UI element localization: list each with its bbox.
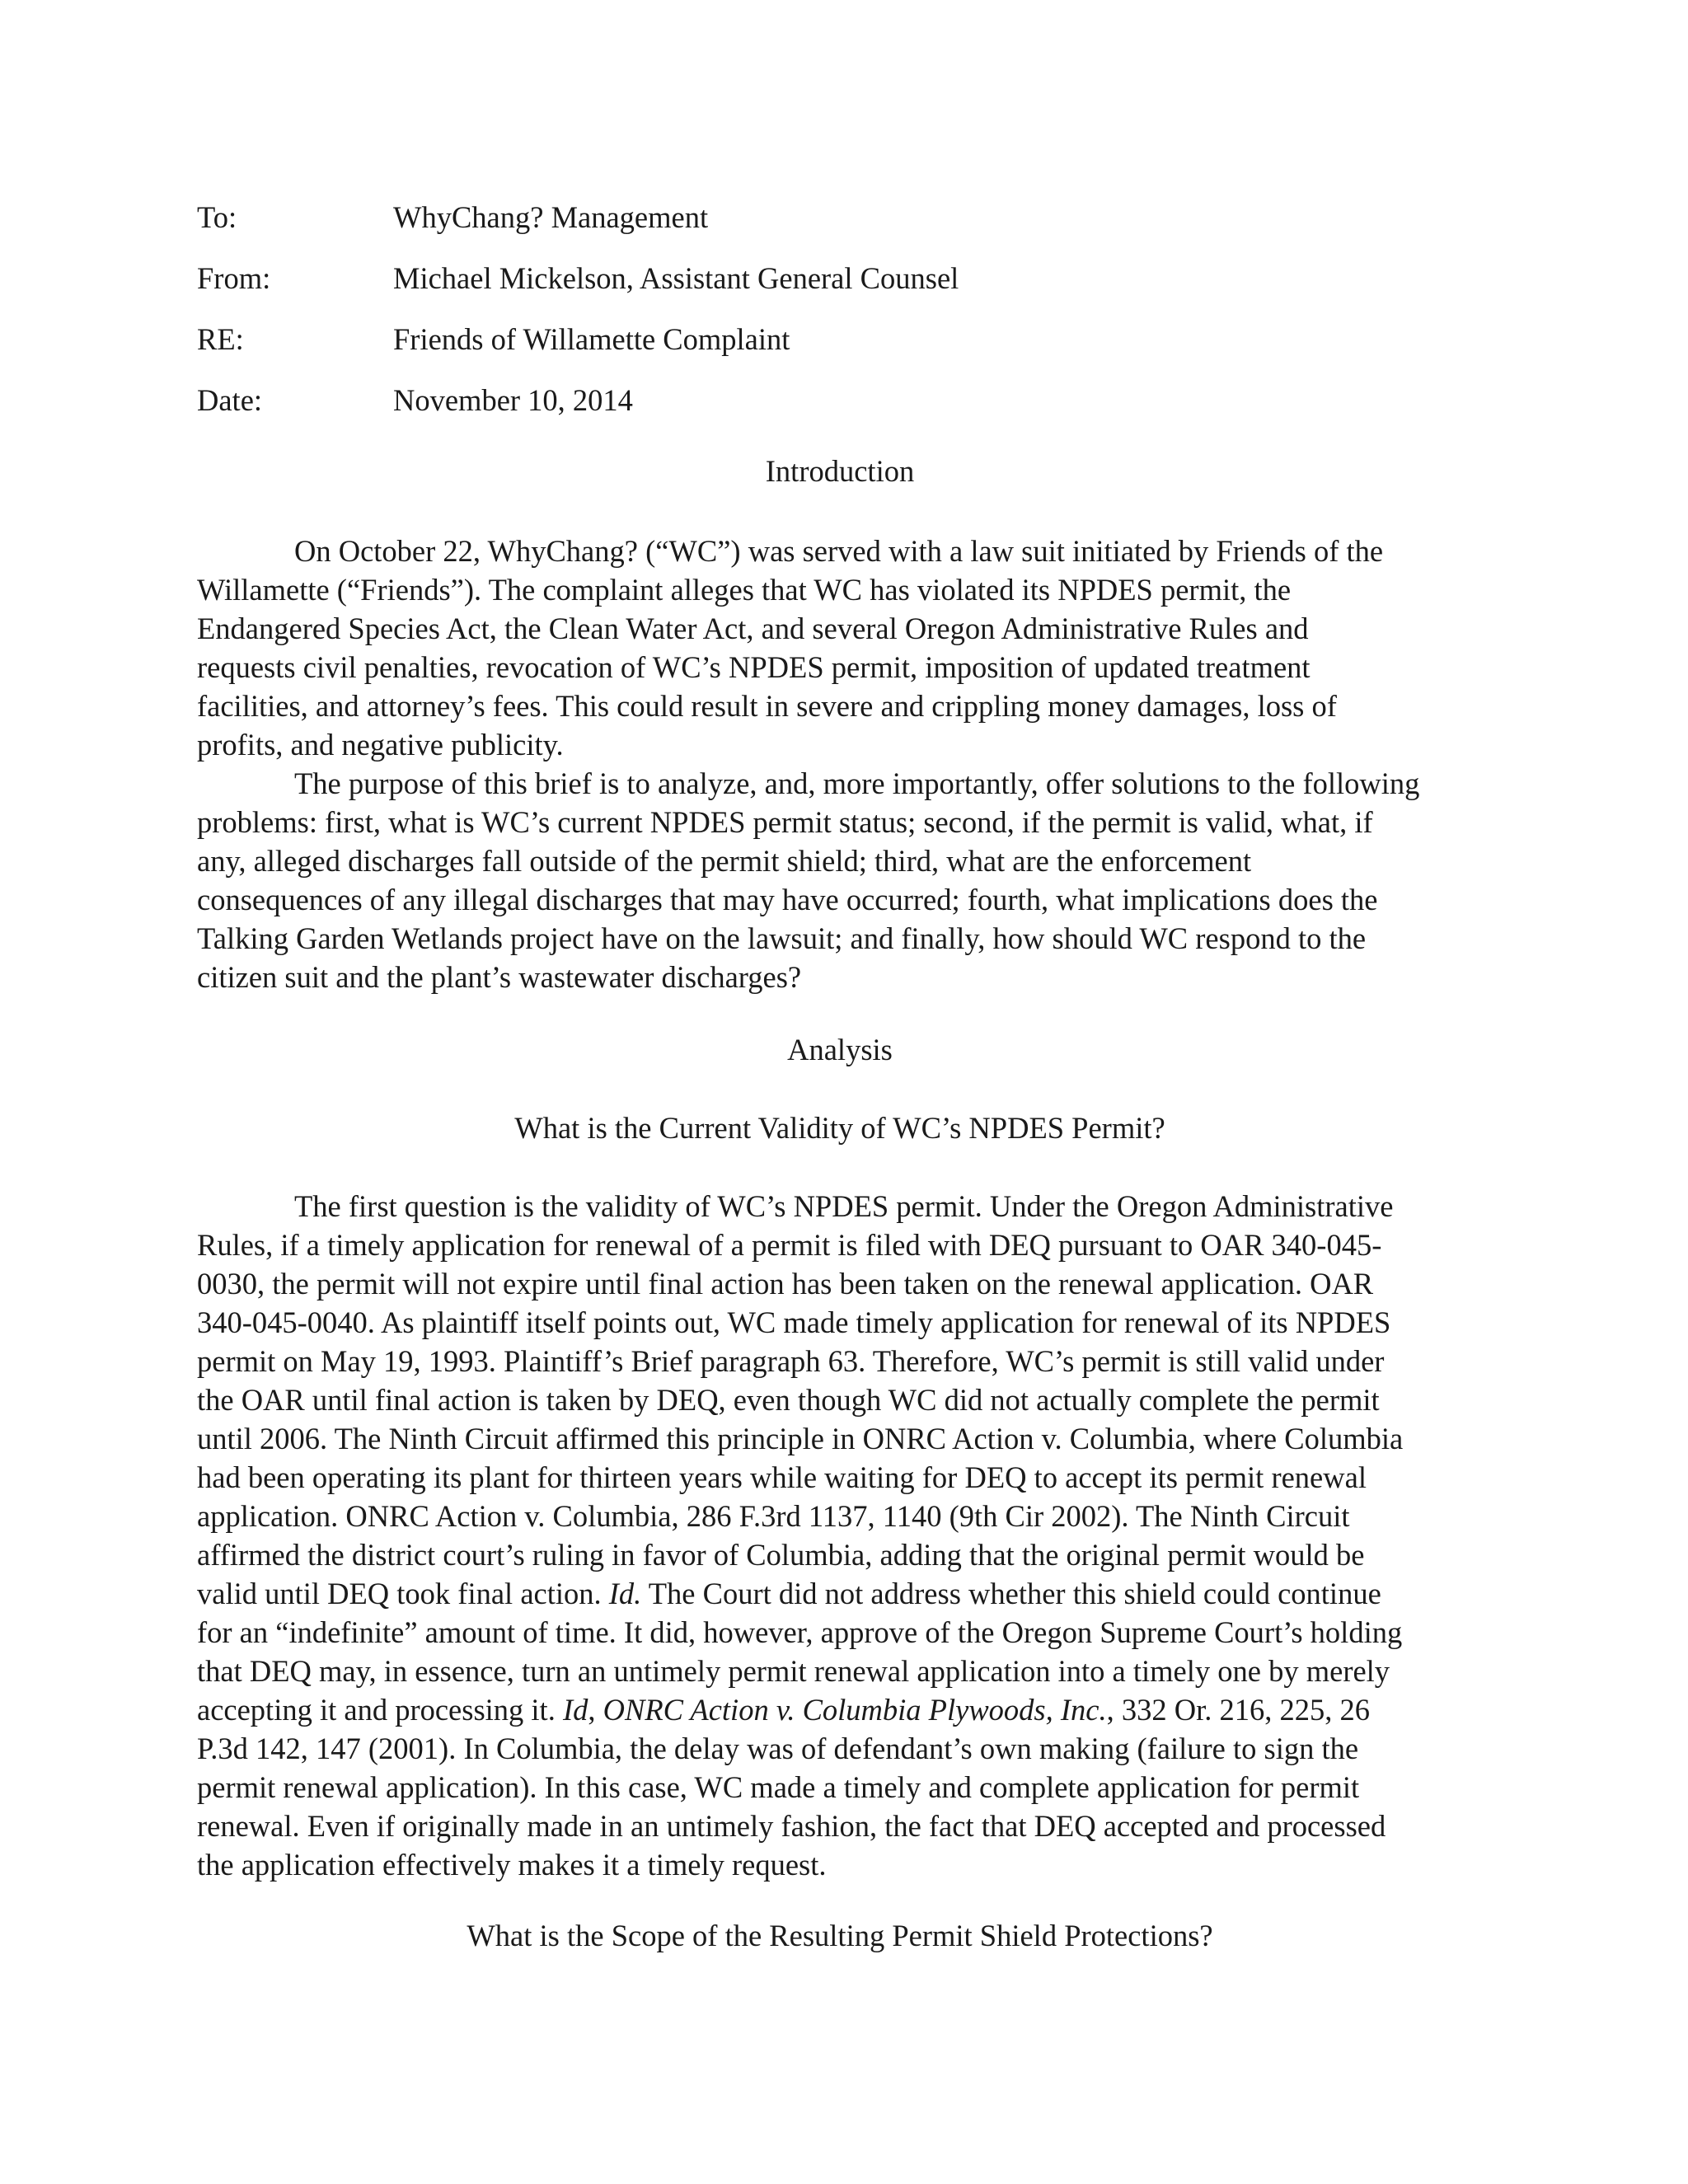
paragraph-line: Endangered Species Act, the Clean Water Act, and several Oregon Administrative Rules and: [197, 612, 1309, 645]
paragraph-line: [197, 1690, 1503, 1729]
paragraph-line: The purpose of this brief is to analyze, and, more importantly, offer solutions to the following: [294, 766, 1420, 800]
memo-from-row: [197, 259, 959, 320]
paragraph-line: Willamette (“Friends”). The complaint alleges that WC has violated its NPDES permit, the: [197, 573, 1292, 607]
paragraph-line: citizen suit and the plant’s wastewater discharges?: [197, 960, 802, 994]
text-run: accepting it and processing it.: [197, 1693, 563, 1727]
paragraph-line: the application effectively makes it a timely request.: [197, 1848, 827, 1882]
validity-paragraph: [197, 1187, 1503, 1884]
paragraph-line: problems: first, what is WC’s current NPDES permit status; second, if the permit is valid, what, if: [197, 805, 1373, 839]
text-run: valid until DEQ took final action.: [197, 1577, 609, 1610]
paragraph-line: any, alleged discharges fall outside of the permit shield; third, what are the enforcement: [197, 844, 1252, 878]
text-run: The Court did not address whether this shield could continue: [641, 1577, 1381, 1610]
paragraph-line: Talking Garden Wetlands project have on the lawsuit; and finally, how should WC respond to the: [197, 921, 1367, 955]
paragraph-line: the OAR until final action is taken by DEQ, even though WC did not actually complete the permit: [197, 1383, 1380, 1417]
memo-date-label: Date:: [197, 383, 263, 417]
paragraph-line: application. ONRC Action v. Columbia, 286 F.3rd 1137, 1140 (9th Cir 2002). The Ninth Circuit: [197, 1499, 1350, 1533]
paragraph-line: profits, and negative publicity.: [197, 728, 564, 762]
memo-re-value: Friends of Willamette Complaint: [393, 322, 790, 356]
intro-paragraph-2: [197, 764, 1503, 996]
paragraph-line: On October 22, WhyChang? (“WC”) was served with a law suit initiated by Friends of the: [294, 534, 1384, 568]
paragraph-line: renewal. Even if originally made in an untimely fashion, the fact that DEQ accepted and processed: [197, 1809, 1386, 1843]
citation-id: Id: [562, 1693, 588, 1727]
citation-id: Id.: [608, 1577, 642, 1610]
paragraph-line: for an “indefinite” amount of time. It did, however, approve of the Oregon Supreme Court’s holding: [197, 1615, 1403, 1649]
paragraph-line: permit on May 19, 1993. Plaintiff’s Brief paragraph 63. Therefore, WC’s permit is still valid under: [197, 1344, 1385, 1378]
paragraph-line: 0030, the permit will not expire until final action has been taken on the renewal application. OAR: [197, 1267, 1374, 1301]
heading-permit-validity: What is the Current Validity of WC’s NPDES Permit?: [514, 1111, 1165, 1145]
heading-analysis: Analysis: [787, 1033, 893, 1066]
text-run: ,: [588, 1693, 603, 1727]
paragraph-line: The first question is the validity of WC’s NPDES permit. Under the Oregon Administrative: [294, 1189, 1394, 1223]
paragraph-line: Rules, if a timely application for renewal of a permit is filed with DEQ pursuant to OAR 340-045-: [197, 1228, 1382, 1262]
paragraph-line: permit renewal application). In this case, WC made a timely and complete application for permit: [197, 1770, 1360, 1804]
paragraph-line: that DEQ may, in essence, turn an untimely permit renewal application into a timely one by merely: [197, 1654, 1390, 1688]
paragraph-line: affirmed the district court’s ruling in favor of Columbia, adding that the original permit would be: [197, 1538, 1365, 1572]
memo-to-label: To:: [197, 200, 237, 234]
heading-introduction: Introduction: [765, 454, 915, 488]
paragraph-line: [197, 1574, 1503, 1613]
paragraph-line: until 2006. The Ninth Circuit affirmed this principle in ONRC Action v. Columbia, where Columbia: [197, 1422, 1404, 1455]
memo-header: [197, 198, 959, 442]
paragraph-line: P.3d 142, 147 (2001). In Columbia, the delay was of defendant’s own making (failure to sign the: [197, 1732, 1359, 1765]
intro-paragraph-1: [197, 532, 1503, 764]
paragraph-line: had been operating its plant for thirteen years while waiting for DEQ to accept its permit renewal: [197, 1460, 1367, 1494]
memo-date-value: November 10, 2014: [393, 383, 633, 417]
heading-permit-shield: What is the Scope of the Resulting Permit Shield Protections?: [467, 1919, 1213, 1952]
paragraph-line: requests civil penalties, revocation of WC’s NPDES permit, imposition of updated treatment: [197, 650, 1311, 684]
memo-from-label: From:: [197, 261, 271, 295]
citation-case-name: ONRC Action v. Columbia Plywoods, Inc.: [603, 1693, 1107, 1727]
paragraph-line: consequences of any illegal discharges that may have occurred; fourth, what implications does the: [197, 883, 1378, 916]
paragraph-line: facilities, and attorney’s fees. This could result in severe and crippling money damages, loss of: [197, 689, 1337, 723]
text-run: , 332 Or. 216, 225, 26: [1106, 1693, 1370, 1727]
memo-date-row: [197, 381, 959, 442]
memo-re-label: RE:: [197, 322, 244, 356]
memo-to-row: [197, 198, 959, 259]
memo-from-value: Michael Mickelson, Assistant General Counsel: [393, 261, 959, 295]
paragraph-line: 340-045-0040. As plaintiff itself points out, WC made timely application for renewal of its NPDES: [197, 1305, 1391, 1339]
memo-to-value: WhyChang? Management: [393, 200, 709, 234]
memo-re-row: [197, 320, 959, 381]
